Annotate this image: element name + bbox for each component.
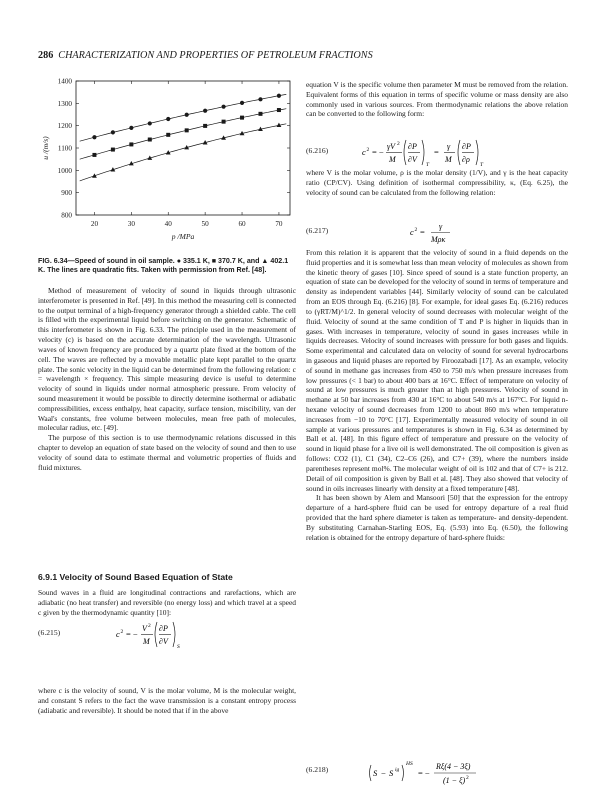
svg-text:2: 2 (120, 629, 124, 635)
svg-text:=: = (434, 147, 439, 157)
y-tick-label: 1000 (57, 166, 72, 175)
right-paragraph-1: equation V is the specific volume then parameter M must be removed from the relation. Equivalent forms of this equation in terms of specific volume or mass density are also commonly used in various sources. From thermodynamic relations the above relation can be converted to the following form: (306, 80, 568, 119)
data-point-circle (111, 130, 115, 134)
eq-6216-formula (362, 136, 532, 168)
eq-6218-formula (368, 755, 508, 787)
svg-text:γV: γV (387, 142, 396, 151)
data-point-square (258, 112, 262, 116)
svg-text:∂V: ∂V (408, 155, 417, 164)
left-paragraph-1: Method of measurement of velocity of sound in liquids through ultrasonic interferometer is presented in Ref. [49]. In this method the measuring cell is connected to the output terminal of a high-frequency generator through a shielded cable. The cell is filled with the experimental liquid before switching on the generator. Schematic of this interferometer is shown in Fig. 6.33. The principle used in the measurement of velocity (c) is based on the accurate determination of the wavelength. Ultrasonic waves of known frequency are produced by a quartz plate fixed at the bottom of the cell. The waves are reflected by a movable metallic plate kept parallel to the quartz plate. The sonic velocity in the liquid can be determined from the following relation: c = wavelength × frequency. This simple measuring device is useful to determine velocity of sound in liquids under normal atmospheric pressure. From velocity of sound measurement it would be possible to directly determine isothermal or adiabatic compressibilities, excess enthalpy, heat capacity, surface tension, miscibility, van der Waal's constants, free volume between molecules, mean free path of molecules, molecular radius, etc. [49]. (38, 286, 296, 433)
left-column-text-3 (38, 588, 296, 617)
left-paragraph-3: Sound waves in a fluid are longitudinal contractions and rarefactions, which are adiabatic (no heat transfer) and reversible (no energy loss) and which travel at a speed c given by the thermodynamic quantity [10]: (38, 588, 296, 617)
svg-text:c: c (116, 629, 120, 639)
svg-text:γ: γ (439, 222, 443, 231)
data-point-square (148, 138, 152, 142)
fit-line-triangle (80, 124, 287, 181)
figure-caption: FIG. 6.34—Speed of sound in oil sample. ● 335.1 K, ■ 370.7 K, and ▲ 402.1 K. The lines are quadratic fits. Taken with permission from Ref. [48]. (38, 257, 289, 275)
svg-text:HS: HS (406, 761, 413, 767)
svg-text:M: M (445, 155, 452, 164)
data-point-circle (166, 117, 170, 121)
x-tick-label: 50 (201, 220, 209, 228)
svg-text:2: 2 (466, 775, 469, 781)
y-tick-label: 1100 (57, 144, 72, 153)
svg-text:T: T (480, 162, 484, 168)
right-column-text-3 (306, 248, 568, 542)
svg-text:−: − (381, 768, 386, 778)
svg-text:= −: = − (126, 629, 138, 639)
svg-text:∂P: ∂P (462, 142, 471, 151)
svg-text:= −: = − (418, 768, 430, 778)
equation-6-215 (38, 618, 296, 648)
svg-text:Mρκ: Mρκ (431, 235, 446, 244)
svg-text:2: 2 (414, 227, 418, 233)
y-tick-label: 1200 (57, 122, 72, 131)
svg-text:M: M (143, 637, 150, 646)
svg-text:= −: = − (372, 147, 384, 157)
plot-frame (76, 81, 290, 215)
eq-6217-number: (6.217) (306, 226, 329, 235)
svg-text:Rξ(4 − 3ξ): Rξ(4 − 3ξ) (436, 762, 471, 771)
y-tick-label: 1400 (57, 77, 72, 86)
svg-text:(1 − ξ): (1 − ξ) (443, 776, 466, 785)
svg-text:c: c (362, 147, 366, 157)
equation-6-218 (306, 755, 568, 785)
svg-text:c: c (410, 227, 414, 237)
data-point-square (203, 124, 207, 128)
x-tick-label: 30 (127, 220, 135, 228)
svg-text:∂V: ∂V (159, 637, 168, 646)
left-paragraph-4: where c is the velocity of sound, V is the molar volume, M is the molecular weight, and constant S refers to the fact the wave transmission is a constant entropy process (adiabatic and reversible). It should be noted that if in the above (38, 686, 296, 715)
data-point-square (240, 116, 244, 120)
data-point-circle (185, 113, 189, 117)
x-tick-label: 60 (238, 220, 246, 228)
data-point-square (222, 120, 226, 124)
left-column-text-4 (38, 686, 296, 715)
speed-of-sound-chart (38, 73, 296, 255)
right-column-text-1 (306, 80, 568, 119)
data-point-circle (258, 97, 262, 101)
svg-text:ig: ig (395, 767, 400, 773)
svg-text:S: S (389, 768, 394, 778)
right-paragraph-4: It has been shown by Alem and Mansoori [50] that the expression for the entropy departure of a hard-sphere fluid can be used for entropy departure of a real fluid provided that the hard sphere diameter is taken as temperature- and density-dependent. By substituting Carnahan-Starling EOS, Eq. (5.93) into Eq. (6.50), the following relation is obtained for the entropy departure of hard-sphere fluids: (306, 493, 568, 542)
svg-text:V: V (142, 624, 147, 633)
data-point-square (129, 142, 133, 146)
y-tick-label: 1300 (57, 99, 72, 108)
svg-text:S: S (373, 768, 378, 778)
right-paragraph-3: From this relation it is apparent that the velocity of sound in a fluid depends on the fluid properties and it is somewhat less than mean velocity of molecules as shown from the kinetic theory of gases [10]. Since speed of sound is a state function property, an equation of state can be developed for the velocity of sound in terms of temperature and density as independent variables [44]. Similarly velocity of sound can be calculated from an EOS through Eq. (6.216) [8]. For example, for ideal gases Eq. (6.216) reduces to (γRT/M)^1/2. In general velocity of sound decreases with molecular weight of the fluid. Velocity of sound at the same condition of T and P is higher in liquids than in gases. With increases in temperature, velocity of sound in gases increases while in liquids decreases. Velocity of sound increases with pressure for both gases and liquids. Some experimental and calculated data on velocity of sound for several hydrocarbons in gaseous and liquid phases are reported by Firoozabadi [17]. As an example, velocity of sound in methane gas increases from 450 to 750 m/s when pressure increases from low pressures (< 1 bar) to about 400 bars at 16°C. Effect of temperature on velocity of sound at low pressures is much greater than at high pressures. Velocity of sound in methane at 50 bar increases from 430 at 16°C to about 540 m/s at 167°C. For liquid n-hexane velocity of sound decreases from 1200 to about 860 m/s when temperature increases from −10 to 70°C [17]. Experimentally measured velocity of sound in oil sample at various pressures and temperatures is shown in Fig. 6.34 as determined by Ball et al. [48]. In this figure effect of temperature and pressure on the velocity of sound in liquid phase for a live oil is well demonstrated. The oil composition is given as follows: CO2 (1), C1 (34), C2–C6 (26), and C7+ (39), where the numbers inside parentheses represent mol%. The molecular weight of oil is 102 and that of C7+ is 212. Detail of oil composition is given by Ball et al. [48]. They also showed that velocity of sound in oils increases linearly with density at a fixed temperature [48]. (306, 248, 568, 493)
eq-6218-number: (6.218) (306, 765, 329, 774)
data-point-circle (148, 121, 152, 125)
running-title: CHARACTERIZATION AND PROPERTIES OF PETROLEUM FRACTIONS (58, 50, 373, 61)
svg-text:2: 2 (366, 147, 370, 153)
x-tick-label: 20 (90, 220, 99, 228)
data-point-square (166, 133, 170, 137)
y-tick-label: 800 (61, 211, 72, 220)
svg-text:2: 2 (397, 141, 400, 147)
svg-text:γ: γ (447, 142, 451, 151)
svg-text:2: 2 (148, 623, 151, 629)
left-column-text (38, 286, 296, 472)
data-point-circle (221, 105, 225, 109)
data-point-circle (240, 101, 244, 105)
svg-text:S: S (177, 644, 180, 650)
data-point-square (92, 153, 96, 157)
svg-text:M: M (389, 155, 396, 164)
svg-text:∂ρ: ∂ρ (462, 155, 470, 164)
right-column-text-2 (306, 168, 568, 197)
fit-line-square (80, 109, 287, 160)
data-point-circle (92, 135, 96, 139)
data-point-circle (129, 126, 133, 130)
eq-6215-number: (6.215) (38, 628, 61, 637)
data-point-square (277, 108, 281, 112)
section-heading: 6.9.1 Velocity of Sound Based Equation of State (38, 572, 233, 582)
x-tick-label: 40 (164, 220, 172, 228)
y-axis-label: u /(m/s) (41, 136, 50, 160)
equation-6-217 (306, 216, 568, 246)
svg-text:T: T (426, 162, 430, 168)
y-tick-label: 900 (61, 189, 72, 198)
data-point-square (111, 148, 115, 152)
svg-text:=: = (420, 227, 425, 237)
eq-6215-formula (116, 618, 266, 650)
data-point-circle (203, 109, 207, 113)
svg-text:∂P: ∂P (159, 624, 168, 633)
svg-text:∂P: ∂P (408, 142, 417, 151)
x-axis-label: p /MPa (171, 232, 195, 241)
left-paragraph-2: The purpose of this section is to use thermodynamic relations discussed in this chapter to develop an equation of state based on the velocity of sound and then to use velocity of sound data to estimate thermal and volumetric properties of fluids and fluid mixtures. (38, 433, 296, 472)
figure-6-34 (38, 73, 296, 255)
x-tick-label: 70 (275, 220, 283, 228)
eq-6217-formula (410, 216, 490, 248)
page-number: 286 (38, 50, 54, 61)
running-header (38, 50, 566, 61)
eq-6216-number: (6.216) (306, 146, 329, 155)
equation-6-216 (306, 136, 568, 166)
data-point-square (185, 128, 189, 132)
fit-line-circle (80, 94, 287, 141)
right-paragraph-2: where V is the molar volume, ρ is the molar density (1/V), and γ is the heat capacity ratio (CP/CV). Using definition of isothermal compressibility, κ, (Eq. 6.25), the velocity of sound can be calculated from the following relation: (306, 168, 568, 197)
data-point-circle (277, 94, 281, 98)
